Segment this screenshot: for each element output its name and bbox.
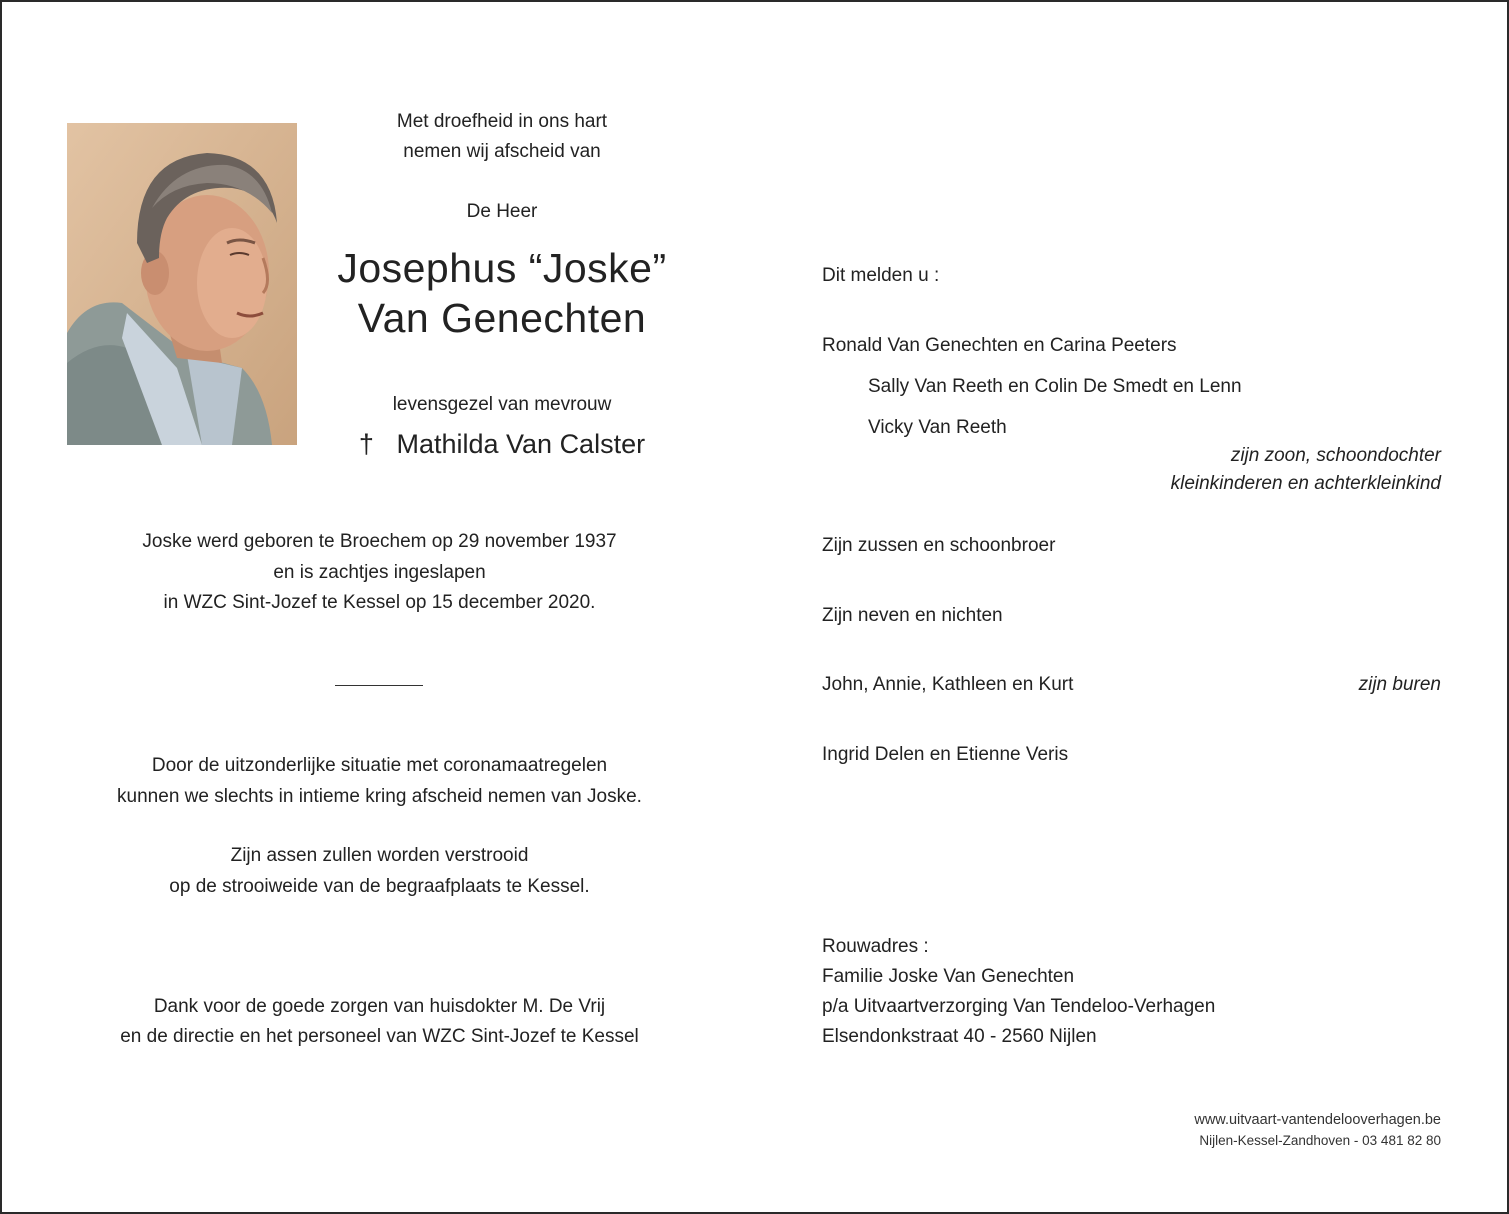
covid-line-1: Door de uitzonderlijke situatie met coronamaatregelen (151, 755, 608, 776)
family-relation-2: kleinkinderen en achterkleinkind (1170, 473, 1441, 494)
friends-line: Ingrid Delen en Etienne Veris (822, 744, 1069, 765)
birth-line-2: en is zachtjes ingeslapen (273, 562, 486, 583)
address-line-1: Familie Joske Van Genechten (822, 966, 1075, 987)
divider-line (335, 685, 423, 686)
ashes-line-1: Zijn assen zullen worden verstrooid (230, 845, 529, 866)
family-relation-1: zijn zoon, schoondochter (1230, 445, 1441, 466)
birth-line-1: Joske werd geboren te Broechem op 29 november 1937 (142, 531, 617, 552)
footer-contact: Nijlen-Kessel-Zandhoven - 03 481 82 80 (1199, 1133, 1441, 1148)
neighbours-line: John, Annie, Kathleen en Kurt (822, 674, 1074, 695)
deceased-name-line-1: Josephus “Joske” (337, 245, 667, 291)
portrait-photo (67, 123, 297, 445)
neighbours-relation: zijn buren (1358, 674, 1441, 695)
family-line-1: Ronald Van Genechten en Carina Peeters (822, 335, 1177, 356)
address-label: Rouwadres : (822, 936, 929, 957)
partner-label: levensgezel van mevrouw (392, 394, 612, 415)
address-line-2: p/a Uitvaartverzorging Van Tendeloo-Verhagen (822, 996, 1216, 1017)
covid-line-2: kunnen we slechts in intieme kring afscheid nemen van Joske. (117, 786, 642, 807)
ashes-line-2: op de strooiweide van de begraafplaats te Kessel. (169, 876, 590, 897)
announce-heading: Dit melden u : (822, 265, 940, 286)
cross-icon: † (358, 429, 374, 459)
family-line-3: Vicky Van Reeth (868, 417, 1007, 438)
family-line-2: Sally Van Reeth en Colin De Smedt en Lenn (868, 376, 1242, 397)
partner-line (302, 429, 702, 460)
sisters-line: Zijn zussen en schoonbroer (822, 535, 1056, 556)
address-line-3: Elsendonkstraat 40 - 2560 Nijlen (822, 1026, 1097, 1047)
deceased-name-line-2: Van Genechten (357, 295, 647, 341)
partner-name: Mathilda Van Calster (396, 429, 646, 459)
intro-line-1: Met droefheid in ons hart (396, 111, 608, 132)
cousins-line: Zijn neven en nichten (822, 605, 1003, 626)
intro-line-2: nemen wij afscheid van (403, 141, 601, 162)
thanks-line-1: Dank voor de goede zorgen van huisdokter M. De Vrij (153, 996, 606, 1017)
honorific: De Heer (466, 201, 538, 222)
birth-line-3: in WZC Sint-Jozef te Kessel op 15 december 2020. (163, 592, 596, 613)
footer-website: www.uitvaart-vantendelooverhagen.be (1194, 1112, 1441, 1128)
thanks-line-2: en de directie en het personeel van WZC Sint-Jozef te Kessel (120, 1026, 639, 1047)
